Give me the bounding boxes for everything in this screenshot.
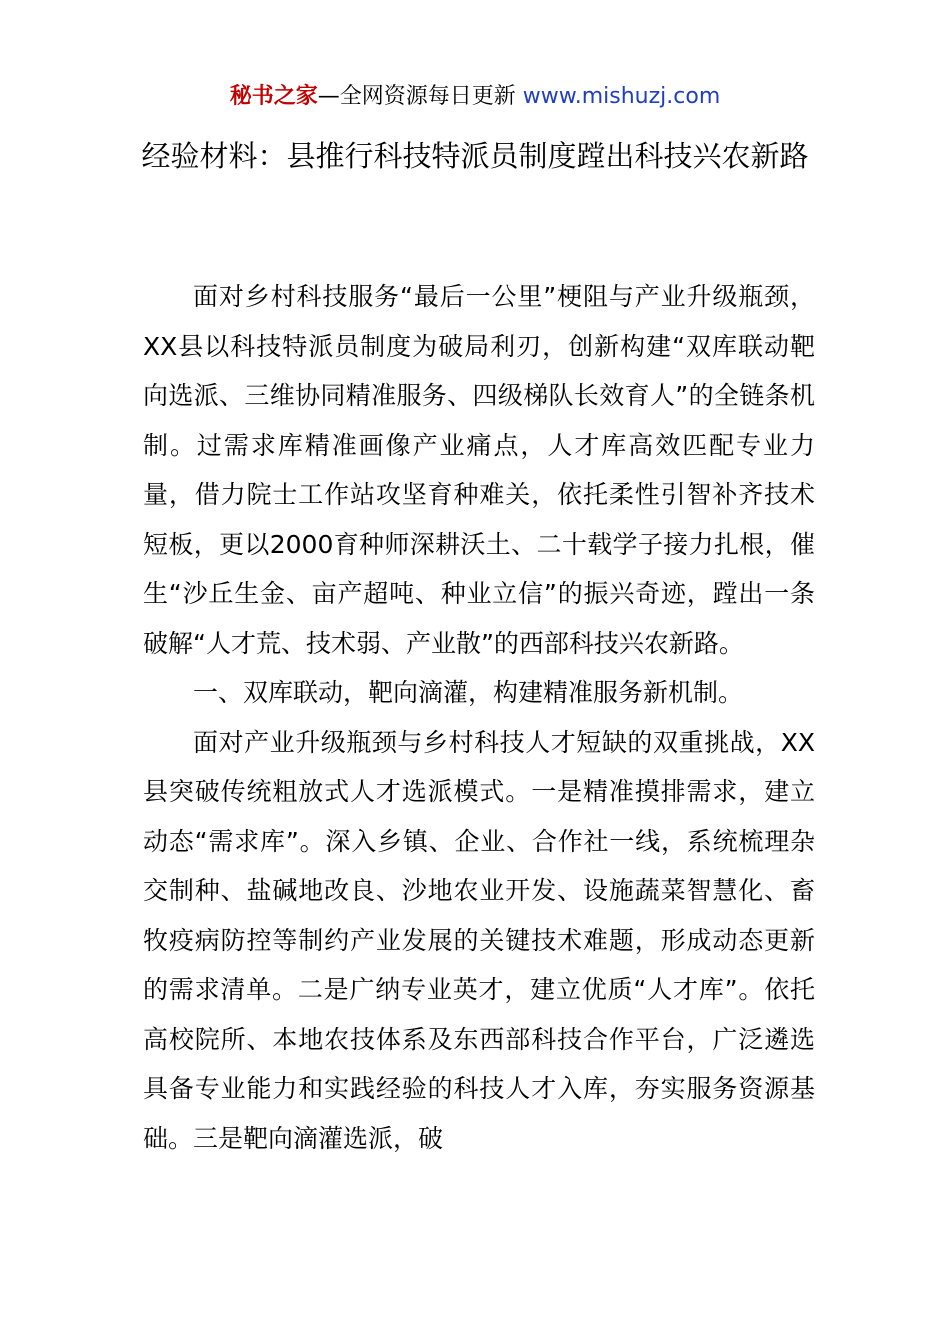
site-tagline: —全网资源每日更新 xyxy=(317,84,523,109)
document-body xyxy=(143,272,815,1163)
intro-paragraph: 面对乡村科技服务“最后一公里”梗阻与产业升级瓶颈，XX县以科技特派员制度为破局利刃，创新构建“双库联动靶向选派、三维协同精准服务、四级梯队长效育人”的全链条机制。过需求库精准画像产业痛点，人才库高效匹配专业力量，借力院士工作站攻坚育种难关，依托柔性引智补齐技术短板，更以2000育种师深耕沃土、二十载学子接力扎根，催生“沙丘生金、亩产超吨、种业立信”的振兴奇迹，蹚出一条破解“人才荒、技术弱、产业散”的西部科技兴农新路。 xyxy=(143,282,815,658)
document-title: 经验材料：县推行科技特派员制度蹚出科技兴农新路 xyxy=(141,139,809,173)
site-banner xyxy=(0,82,950,112)
site-url-link[interactable]: www.mishuzj.com xyxy=(522,84,721,109)
body-paragraph: 面对产业升级瓶颈与乡村科技人才短缺的双重挑战，XX县突破传统粗放式人才选派模式。一是精准摸排需求，建立动态“需求库”。深入乡镇、企业、合作社一线，系统梳理杂交制种、盐碱地改良、沙地农业开发、设施蔬菜智慧化、畜牧疫病防控等制约产业发展的关键技术难题，形成动态更新的需求清单。二是广纳专业英才，建立优质“人才库”。依托高校院所、本地农技体系及东西部科技合作平台，广泛遴选具备专业能力和实践经验的科技人才入库，夯实服务资源基础。三是靶向滴灌选派，破 xyxy=(143,727,815,1153)
site-brand: 秘书之家 xyxy=(229,84,318,109)
section-heading: 一、双库联动，靶向滴灌，构建精准服务新机制。 xyxy=(193,678,744,707)
